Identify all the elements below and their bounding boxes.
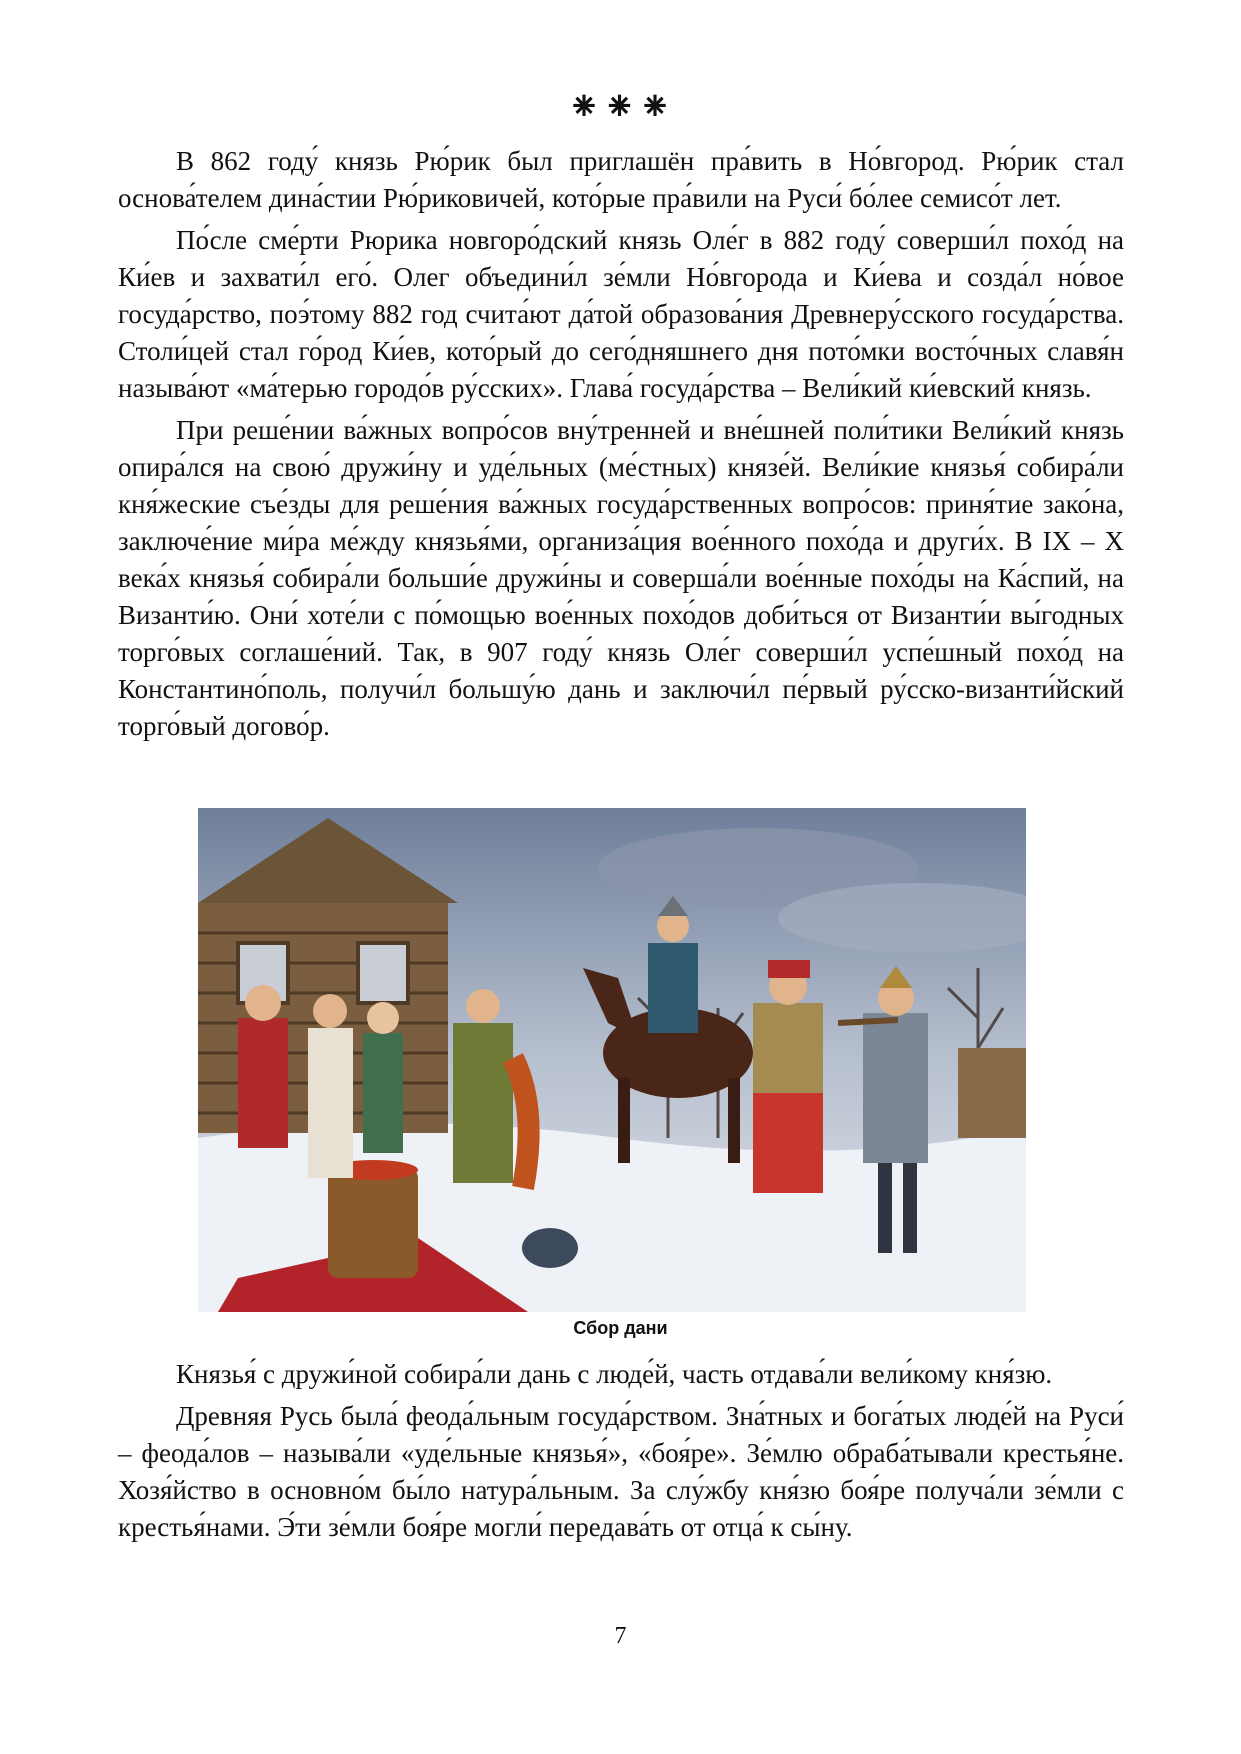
text-block-bottom xyxy=(118,1356,1124,1551)
paragraph: Древняя Русь была́ феода́льным госуда́рством. Зна́тных и бога́тых люде́й на Руси́ – феода́лов – называ́ли «уде́льные князья́», «боя́ре». Зе́млю обраба́тывали крестья́не. Хозя́йство в основно́м бы́ло натура́льным. За слу́жбу кня́зю боя́ре получа́ли зе́мли с крестья́нами. Э́ти зе́мли боя́ре могли́ передава́ть от отца́ к сы́ну. xyxy=(118,1401,1124,1542)
paragraph: При реше́нии ва́жных вопро́сов вну́тренней и вне́шней поли́тики Вели́кий князь опира́лся на свою́ дружи́ну и уде́льных (ме́стных) князе́й. Вели́кие князья́ собира́ли кня́жеские съе́зды для реше́ния ва́жных госуда́рственных вопро́сов: приня́тие зако́на, заключе́ние ми́ра ме́жду князья́ми, организа́ция вое́нного похо́да и други́х. В IX – X века́х князья́ собира́ли больши́е дружи́ны и соверша́ли вое́нные похо́ды на Ка́спий, на Византи́ю. Они́ хоте́ли с по́мощью вое́нных похо́дов доби́ться от Византи́и вы́годных торго́вых соглаше́ний. Так, в 907 году́ князь Оле́г соверши́л успе́шный похо́д на Константино́поль, получи́л большу́ю дань и заключи́л пе́рвый ру́сско-византи́йский торго́вый догово́р. xyxy=(118,415,1124,741)
section-ornament: ⁕⁕⁕ xyxy=(567,84,674,130)
page-number: 7 xyxy=(614,1623,627,1649)
figure-caption: Сбор дани xyxy=(573,1318,668,1338)
paragraph: Князья́ с дружи́ной собира́ли дань с люде́й, часть отдава́ли вели́кому кня́зю. xyxy=(176,1359,1053,1389)
illustration-tribute-collection xyxy=(198,808,1026,1312)
paragraph: По́сле сме́рти Рюрика новгоро́дский князь Оле́г в 882 году́ соверши́л похо́д на Ки́ев и захвати́л его́. Олег объедини́л зе́мли Но́вгорода и Ки́ева и созда́л но́вое госуда́рство, поэ́тому 882 год счита́ют да́той образова́ния Древнеру́сского госуда́рства. Столи́цей стал го́род Ки́ев, кото́рый до сего́дняшнего дня пото́мки восто́чных славя́н называ́ют «ма́терью городо́в ру́сских». Глава́ госуда́рства – Вели́кий ки́евский князь. xyxy=(118,225,1124,403)
paragraph: В 862 году́ князь Рю́рик был приглашён пра́вить в Но́вгород. Рю́рик стал основа́телем дина́стии Рю́риковичей, кото́рые пра́вили на Руси́ бо́лее семисо́т лет. xyxy=(118,146,1124,213)
text-block-top xyxy=(118,143,1124,750)
